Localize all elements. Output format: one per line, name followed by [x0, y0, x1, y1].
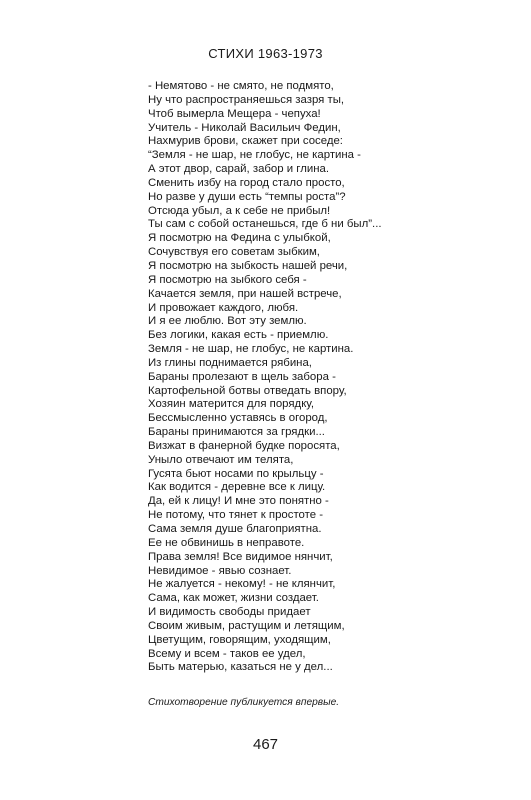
- poem-line: Сама, как может, жизни создает.: [148, 592, 319, 605]
- poem-line: И провожает каждого, любя.: [148, 301, 299, 314]
- poem-line: И я ее люблю. Вот эту землю.: [148, 315, 307, 328]
- poem-line: И видимость свободы придает: [148, 606, 311, 619]
- poem-line: Гусята бьют носами по крыльцу -: [148, 467, 324, 480]
- poem-line: Бараны пролезают в щель забора -: [148, 370, 336, 383]
- poem-line: Качается земля, при нашей встрече,: [148, 287, 342, 300]
- poem-line: Бараны принимаются за грядки...: [148, 426, 325, 439]
- poem-line: “Земля - не шар, не глобус, не картина -: [148, 149, 361, 162]
- poem-line: Без логики, какая есть - приемлю.: [148, 329, 329, 342]
- poem-line: Визжат в фанерной будке поросята,: [148, 439, 340, 452]
- poem-line: Отсюда убыл, а к себе не прибыл!: [148, 204, 331, 217]
- poem-line: Ты сам с собой останешься, где б ни был”...: [148, 218, 382, 231]
- poem-line: Не потому, что тянет к простоте -: [148, 509, 324, 522]
- poem-line: Хозяин матерится для порядку,: [148, 398, 315, 411]
- poem-text: [148, 80, 508, 675]
- poem-line: Учитель - Николай Васильич Федин,: [148, 121, 341, 134]
- poem-line: Права земля! Все видимое нянчит,: [148, 550, 333, 563]
- poem-line: Всему и всем - таков ее удел,: [148, 647, 306, 660]
- running-title: СТИХИ 1963-1973: [208, 46, 323, 61]
- poem-line: Ее не обвинишь в неправоте.: [148, 536, 305, 549]
- poem-line: Быть матерью, казаться не у дел...: [148, 661, 333, 674]
- poem-line: Земля - не шар, не глобус, не картина.: [148, 343, 354, 356]
- poem-line: Картофельной ботвы отведать впору,: [148, 384, 347, 397]
- publication-note: Стихотворение публикуется впервые.: [148, 697, 340, 708]
- poem-line: Сама земля душе благоприятна.: [148, 523, 322, 535]
- poem-line: - Немятово - не смято, не подмято,: [148, 80, 334, 92]
- poem-line: Из глины поднимается рябина,: [148, 356, 312, 369]
- poem-line: Нахмурив брови, скажет при соседе:: [148, 135, 343, 148]
- poem-line: Невидимое - явью сознает.: [148, 564, 292, 577]
- poem-line: Своим живым, растущим и летящим,: [148, 619, 345, 632]
- poem-line: Я посмотрю на зыбкого себя -: [148, 273, 307, 286]
- poem-line: Сменить избу на город стало просто,: [148, 176, 345, 189]
- poem-line: Я посмотрю на Федина с улыбкой,: [148, 232, 331, 245]
- poem-line: А этот двор, сарай, забор и глина.: [148, 163, 329, 176]
- poem-line: Уныло отвечают им телята,: [148, 453, 294, 466]
- poem-line: Цветущим, говорящим, уходящим,: [148, 633, 331, 646]
- poem-line: Сочувствуя его советам зыбким,: [148, 246, 320, 259]
- poem-line: Ну что распространяешься зазря ты,: [148, 93, 345, 106]
- poem-line: Но разве у души есть “темпы роста”?: [148, 190, 346, 203]
- poem-line: Как водится - деревне все к лицу.: [148, 481, 326, 494]
- poem-line: Бессмысленно уставясь в огород,: [148, 412, 328, 425]
- page-number: 467: [252, 736, 279, 753]
- poem-line: Чтоб вымерла Мещера - чепуха!: [148, 107, 321, 120]
- poem-line: Я посмотрю на зыбкость нашей речи,: [148, 259, 348, 272]
- poem-line: Да, ей к лицу! И мне это понятно -: [148, 495, 329, 508]
- poem-line: Не жалуется - некому! - не клянчит,: [148, 578, 336, 591]
